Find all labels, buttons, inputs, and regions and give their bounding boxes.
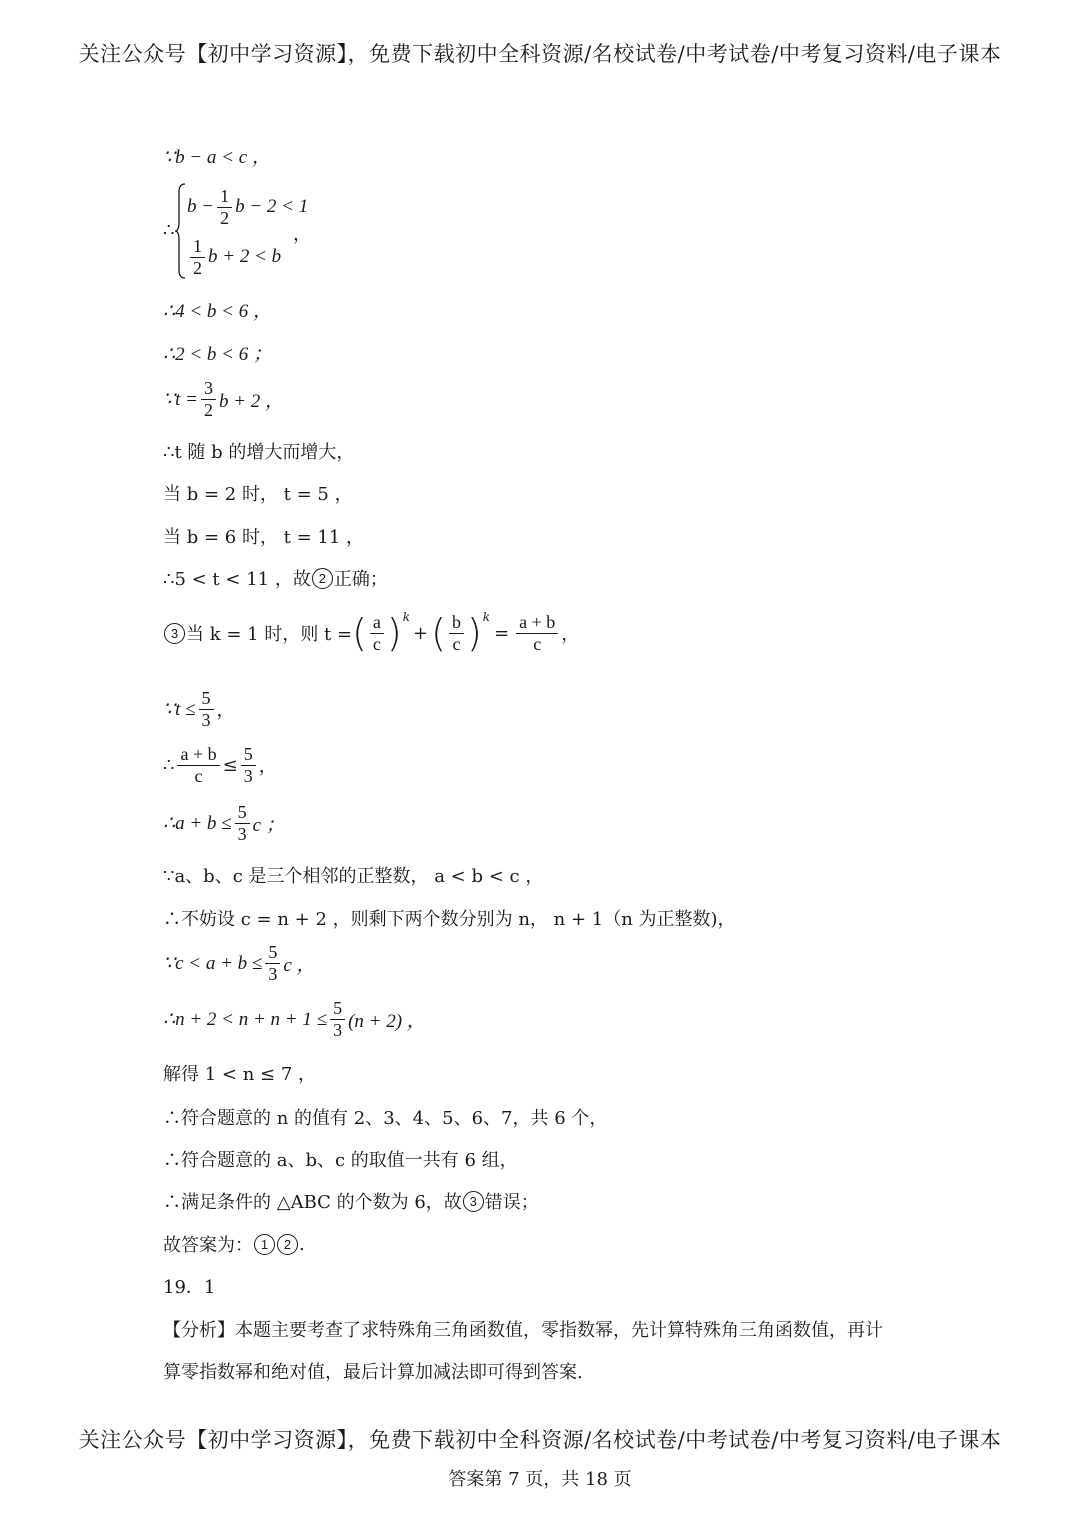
- line-1: ∵b − a < c ，: [163, 147, 271, 168]
- fraction-three-halves: $\frac{3}{2}$: [201, 378, 216, 420]
- page-footer: 答案第 7 页，共 18 页: [448, 1469, 632, 1490]
- fraction-five-thirds: $\frac{5}{3}$: [265, 942, 280, 984]
- line-8: 当 b = 6 时， t = 11 ，: [163, 527, 365, 548]
- therefore-symbol: ∴: [163, 220, 175, 241]
- fraction-b-over-c: $\frac{b}{c}$: [449, 612, 464, 654]
- line-19: ∴符合题意的 n 的值有 2、3、4、5、6、7，共 6 个，: [163, 1108, 608, 1129]
- fraction-five-thirds: $\frac{5}{3}$: [241, 744, 256, 786]
- fraction-a-over-c: $\frac{a}{c}$: [370, 612, 384, 654]
- line-3: ∴4 < b < 6 ，: [163, 301, 272, 322]
- line-17: ∴n + 2 < n + n + 1 ≤ $\frac{5}{3}$ (n + 2) ，: [163, 998, 426, 1040]
- line-16: ∵c < a + b ≤ $\frac{5}{3}$ c ，: [163, 942, 316, 984]
- top-banner: 关注公众号【初中学习资源】，免费下载初中全科资源/名校试卷/中考试卷/中考复习资料/电子课本: [78, 42, 1002, 66]
- line-10: 3 当 k = 1 时，则 t = ( $\frac{a}{c}$ ) k + ( $\frac{b}{c}$ ) k = $\frac{a + b}{c}$ ，: [163, 612, 579, 654]
- circled-number-icon: 3: [164, 623, 185, 644]
- line-9: ∴5 < t < 11 ，故 2 正确；: [163, 569, 388, 590]
- fraction-a-plus-b-over-c: $\frac{a + b}{c}$: [177, 744, 219, 786]
- line-24: 【分析】本题主要考查了求特殊角三角函数值，零指数幂，先计算特殊角三角函数值，再计: [163, 1320, 883, 1341]
- line-21: ∴满足条件的 △ABC 的个数为 6，故 3 错误；: [163, 1192, 539, 1213]
- system-row-1: b − $\frac{1}{2}$ b − 2 < 1: [187, 186, 309, 228]
- line-25: 算零指数幂和绝对值，最后计算加减法即可得到答案.: [163, 1362, 583, 1383]
- circled-number-icon: 1: [254, 1234, 275, 1255]
- circled-number-icon: 3: [463, 1191, 484, 1212]
- fraction-half: $\frac{1}{2}$: [217, 186, 232, 228]
- line-4: ∴2 < b < 6 ；: [163, 344, 272, 365]
- line-18: 解得 1 < n ≤ 7 ，: [163, 1064, 316, 1085]
- left-brace-icon: [175, 182, 187, 280]
- line-14: ∵a、b、c 是三个相邻的正整数， a < b < c ，: [163, 866, 544, 887]
- inequality-system: ∴ b − $\frac{1}{2}$ b − 2 < 1 $\frac{1}{2}$ b + 2 < b ，: [163, 182, 343, 280]
- fraction-five-thirds: $\frac{5}{3}$: [199, 688, 214, 730]
- fraction-five-thirds: $\frac{5}{3}$: [330, 998, 345, 1040]
- system-row-2: $\frac{1}{2}$ b + 2 < b: [187, 236, 281, 278]
- line-7: 当 b = 2 时， t = 5 ，: [163, 484, 353, 505]
- fraction-five-thirds: $\frac{5}{3}$: [235, 802, 250, 844]
- line-13: ∴a + b ≤ $\frac{5}{3}$ c ；: [163, 802, 285, 844]
- line-22: 故答案为： 1 2 .: [163, 1233, 305, 1256]
- line-11: ∵t ≤ $\frac{5}{3}$ ，: [163, 688, 235, 730]
- fraction-half: $\frac{1}{2}$: [190, 236, 205, 278]
- circled-number-icon: 2: [277, 1234, 298, 1255]
- circled-number-icon: 2: [312, 568, 333, 589]
- line-6: ∴t 随 b 的增大而增大，: [163, 442, 355, 463]
- bottom-banner: 关注公众号【初中学习资源】，免费下载初中全科资源/名校试卷/中考试卷/中考复习资料/电子课本: [78, 1428, 1002, 1452]
- line-23: 19．1: [163, 1277, 216, 1298]
- line-20: ∴符合题意的 a、b、c 的取值一共有 6 组，: [163, 1150, 518, 1171]
- line-5: ∵t = $\frac{3}{2}$ b + 2 ，: [163, 378, 285, 420]
- line-15: ∴不妨设 c = n + 2 ，则剩下两个数分别为 n， n + 1（n 为正整数)，: [163, 909, 736, 930]
- line-12: ∴ $\frac{a + b}{c}$ ≤ $\frac{5}{3}$ ，: [163, 744, 277, 786]
- fraction-a-plus-b-over-c: $\frac{a + b}{c}$: [516, 612, 558, 654]
